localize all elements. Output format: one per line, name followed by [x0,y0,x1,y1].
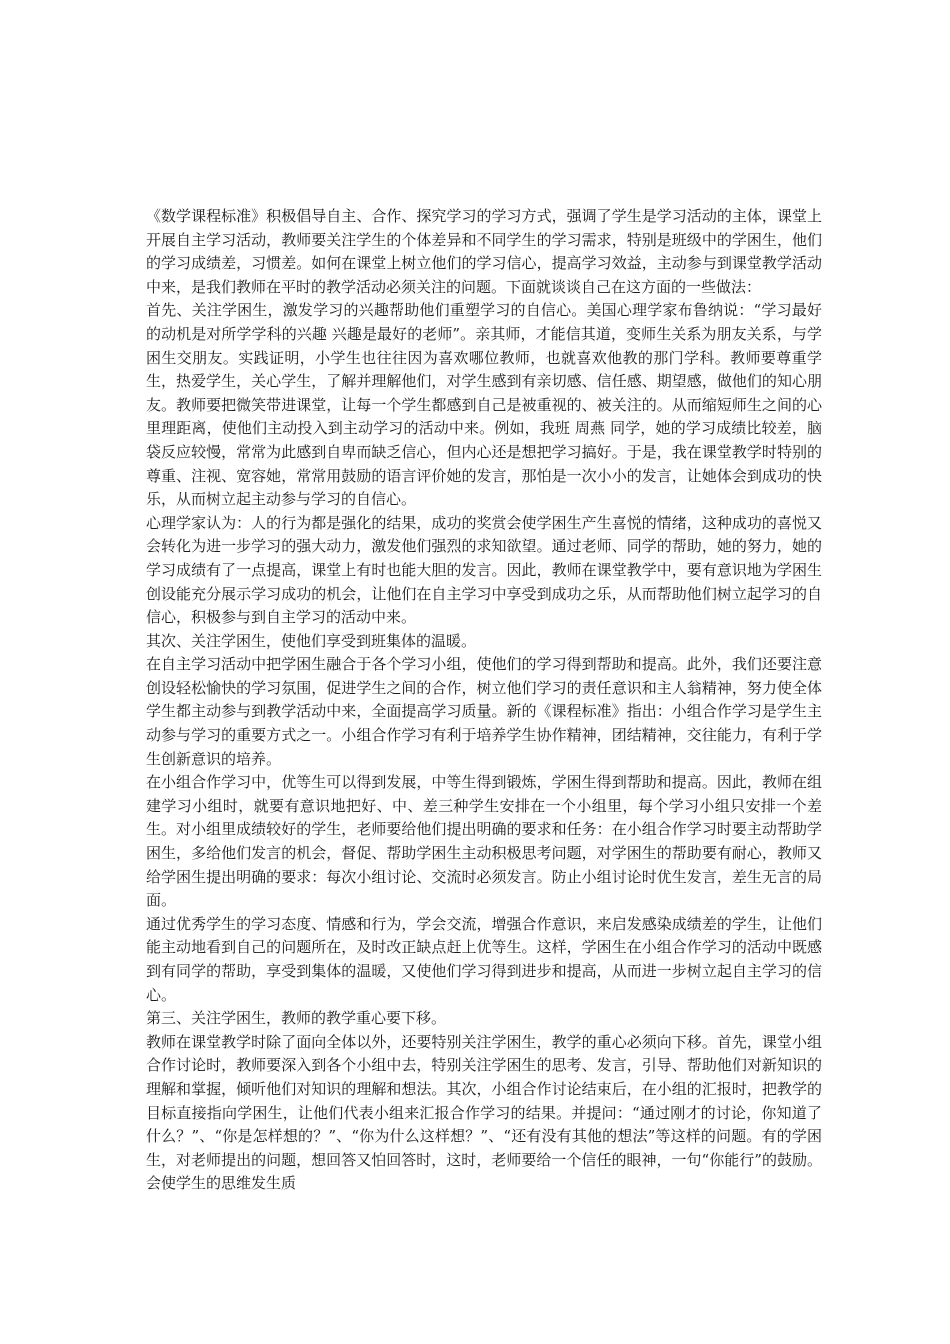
paragraph-group-learning: 在自主学习活动中把学困生融合于各个学习小组，使他们的学习得到帮助和提高。此外，我们还要注意创设轻松愉快的学习氛围，促进学生之间的合作，树立他们学习的责任意识和主人翁精神，努力使全体学生都主动参与到教学活动中来，全面提高学习质量。新的《课程标准》指出：小组合作学习是学生主动参与学习的重要方式之一。小组合作学习有利于培养学生协作精神，团结精神，交往能力，有利于学生创新意识的培养。 [146,655,822,768]
paragraph-peer-influence: 通过优秀学生的学习态度、情感和行为，学会交流，增强合作意识，来启发感染成绩差的学生，让他们能主动地看到自己的问题所在，及时改正缺点赶上优等生。这样，学困生在小组合作学习的活动中既感到有同学的帮助，享受到集体的温暖，又使他们学习得到进步和提高，从而进一步树立起自主学习的信心。 [146,914,822,1004]
section-heading-third: 第三、关注学困生，教师的教学重心要下移。 [146,1009,447,1028]
paragraph-intro: 《数学课程标准》积极倡导自主、合作、探究学习的学习方式，强调了学生是学习活动的主体，课堂上开展自主学习活动，教师要关注学生的个体差异和不同学生的学习需求，特别是班级中的学困生，他们的学习成绩差，习惯差。如何在课堂上树立他们的学习信心，提高学习效益，主动参与到课堂教学活动中来，是我们教师在平时的教学活动必须关注的问题。下面就谈谈自己在这方面的一些做法： [146,207,822,296]
document-body [146,205,822,1196]
paragraph-group-composition: 在小组合作学习中，优等生可以得到发展，中等生得到锻炼，学困生得到帮助和提高。因此，教师在组建学习小组时，就要有意识地把好、中、差三种学生安排在一个小组里，每个学习小组只安排一个差生。对小组里成绩较好的学生，老师要给他们提出明确的要求和任务：在小组合作学习时要主动帮助学困生，多给他们发言的机会，督促、帮助学困生主动积极思考问题，对学困生的帮助要有耐心，教师又给学困生提出明确的要求：每次小组讨论、交流时必须发言。防止小组讨论时优生发言，差生无言的局面。 [146,773,822,910]
paragraph-first-point: 首先、关注学困生，激发学习的兴趣帮助他们重塑学习的自信心。美国心理学家布鲁纳说：“学习最好的动机是对所学学科的兴趣 兴趣是最好的老师”。亲其师，才能信其道，变师生关系为朋友关系，与学困生交朋友。实践证明，小学生也往往因为喜欢哪位教师，也就喜欢他教的那门学科。教师要尊重学生，热爱学生，关心学生，了解并理解他们，对学生感到有亲切感、信任感、期望感，做他们的知心朋友。教师要把微笑带进课堂，让每一个学生都感到自己是被重视的、被关注的。从而缩短师生之间的心里理距离，使他们主动投入到主动学习的活动中来。例如，我班 周燕 同学，她的学习成绩比较差，脑袋反应较慢，常常为此感到自卑而缺乏信心，但内心还是想把学习搞好。于是，我在课堂教学时特别的尊重、注视、宽容她，常常用鼓励的语言评价她的发言，那怕是一次小小的发言，让她体会到成功的快乐，从而树立起主动参与学习的自信心。 [146,301,822,509]
paragraph-teaching-focus: 教师在课堂教学时除了面向全体以外，还要特别关注学困生，教学的重心必须向下移。首先，课堂小组合作讨论时，教师要深入到各个小组中去，特别关注学困生的思考、发言，引导、帮助他们对新知识的理解和掌握，倾听他们对知识的理解和想法。其次，小组合作讨论结束后，在小组的汇报时，把教学的目标直接指向学困生，让他们代表小组来汇报合作学习的结果。并提问：“通过刚才的讨论，你知道了什么？”、“你是怎样想的？”、“你为什么这样想？”、“还有没有其他的想法”等这样的问题。有的学困生，对老师提出的问题，想回答又怕回答时，这时，老师要给一个信任的眼神，一句“你能行”的鼓励。会使学生的思维发生质 [146,1032,822,1193]
paragraph-psychology: 心理学家认为：人的行为都是强化的结果，成功的奖赏会使学困生产生喜悦的情绪，这种成功的喜悦又会转化为进一步学习的强大动力，激发他们强烈的求知欲望。通过老师、同学的帮助，她的努力，她的学习成绩有了一点提高，课堂上有时也能大胆的发言。因此，教师在课堂教学中，要有意识地为学困生创设能充分展示学习成功的机会，让他们在自主学习中享受到成功之乐，从而帮助他们树立起学习的自信心，积极参与到自主学习的活动中来。 [146,513,822,627]
section-heading-second: 其次、关注学困生，使他们享受到班集体的温暖。 [146,631,477,650]
